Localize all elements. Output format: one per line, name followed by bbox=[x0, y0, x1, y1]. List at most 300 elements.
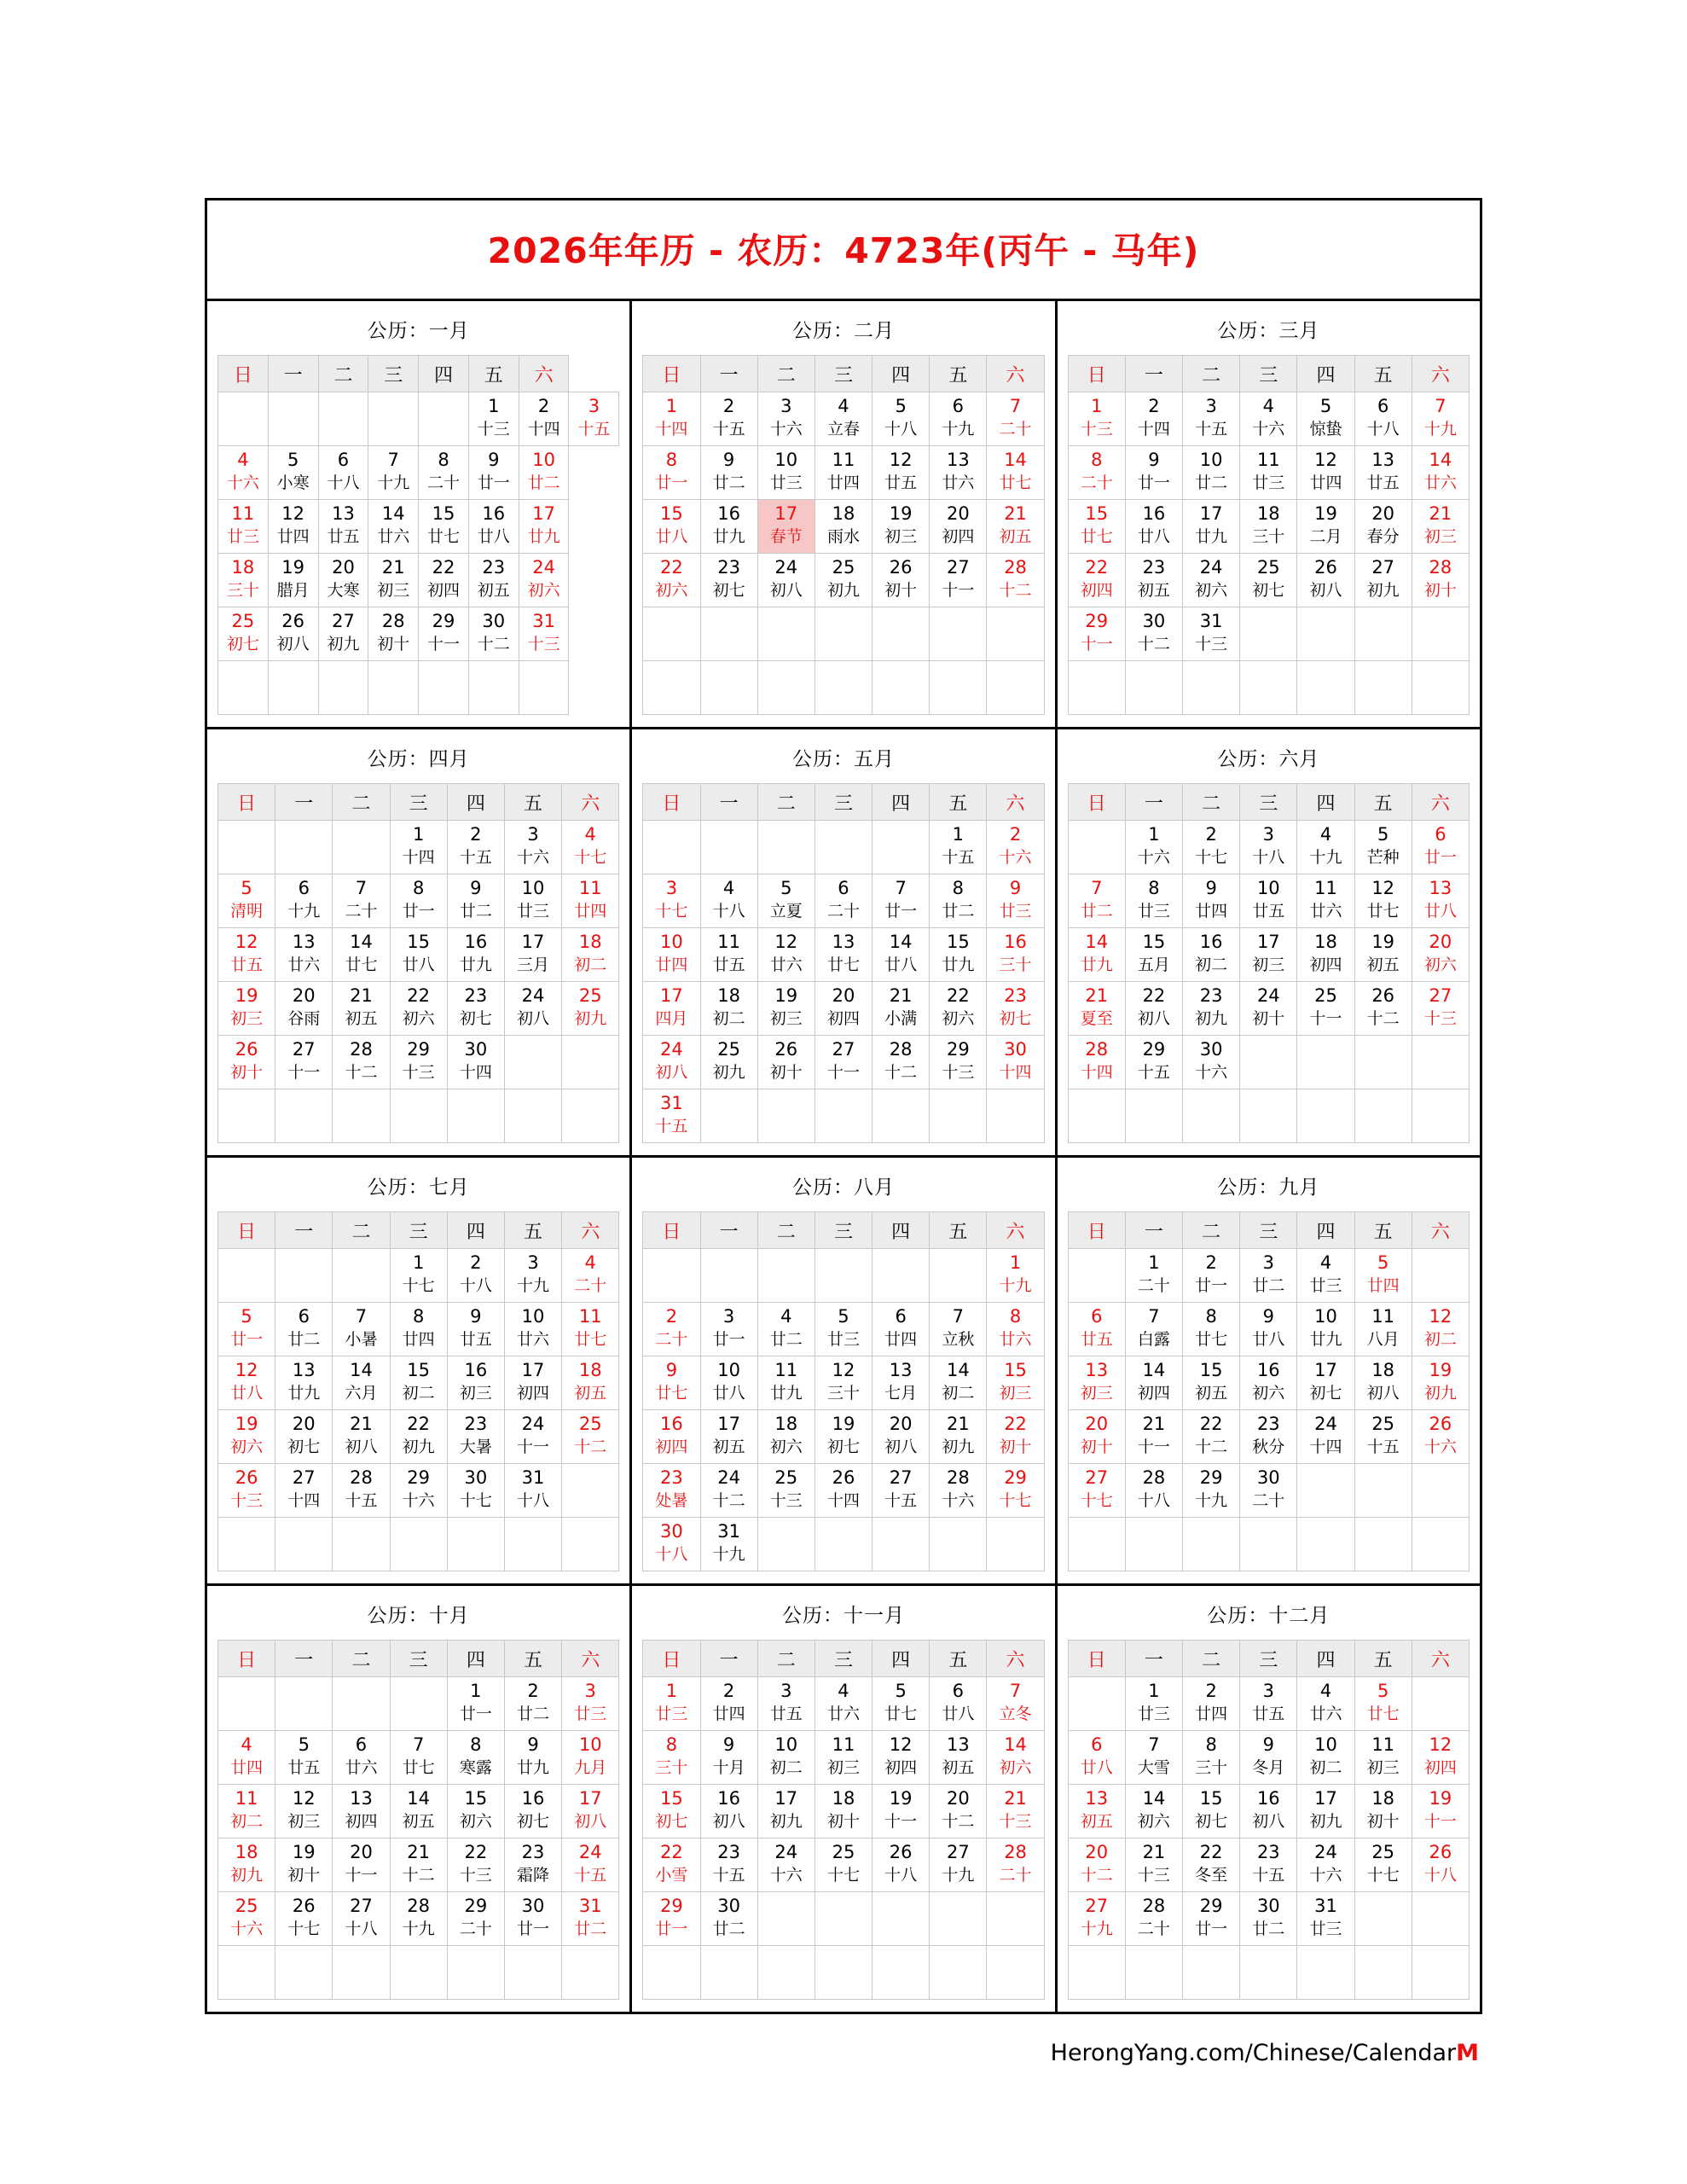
day-cell[interactable] bbox=[643, 446, 700, 500]
day-cell[interactable] bbox=[569, 392, 619, 446]
day-cell[interactable] bbox=[519, 392, 569, 446]
day-cell[interactable] bbox=[268, 446, 318, 500]
day-cell[interactable] bbox=[930, 982, 987, 1036]
day-cell[interactable] bbox=[872, 1464, 930, 1518]
day-cell[interactable] bbox=[1125, 500, 1182, 554]
day-cell[interactable] bbox=[1354, 446, 1412, 500]
day-cell[interactable] bbox=[333, 928, 390, 982]
day-cell[interactable] bbox=[333, 1410, 390, 1464]
day-cell[interactable] bbox=[390, 1785, 447, 1838]
day-cell[interactable] bbox=[700, 1785, 757, 1838]
day-cell[interactable] bbox=[447, 928, 504, 982]
day-cell[interactable] bbox=[987, 1785, 1044, 1838]
day-cell[interactable] bbox=[318, 607, 368, 661]
day-cell[interactable] bbox=[1412, 1838, 1469, 1892]
day-cell[interactable] bbox=[447, 1838, 504, 1892]
day-cell[interactable] bbox=[1354, 500, 1412, 554]
day-cell[interactable] bbox=[1125, 1410, 1182, 1464]
day-cell[interactable] bbox=[1412, 1410, 1469, 1464]
day-cell[interactable] bbox=[815, 554, 872, 607]
day-cell[interactable] bbox=[1068, 1303, 1125, 1356]
day-cell[interactable] bbox=[333, 874, 390, 928]
day-cell[interactable] bbox=[390, 1356, 447, 1410]
day-cell[interactable] bbox=[757, 446, 815, 500]
day-cell[interactable] bbox=[930, 1731, 987, 1785]
day-cell[interactable] bbox=[519, 554, 569, 607]
day-cell[interactable] bbox=[368, 446, 419, 500]
day-cell[interactable] bbox=[700, 928, 757, 982]
day-cell[interactable] bbox=[1240, 446, 1297, 500]
day-cell[interactable] bbox=[1297, 1838, 1354, 1892]
day-cell[interactable] bbox=[504, 1303, 561, 1356]
day-cell[interactable] bbox=[1125, 392, 1182, 446]
day-cell[interactable] bbox=[1240, 1838, 1297, 1892]
day-cell[interactable] bbox=[468, 446, 519, 500]
day-cell[interactable] bbox=[1297, 874, 1354, 928]
day-cell[interactable] bbox=[1354, 874, 1412, 928]
day-cell[interactable] bbox=[1068, 874, 1125, 928]
day-cell[interactable] bbox=[987, 1036, 1044, 1089]
day-cell[interactable] bbox=[218, 554, 269, 607]
day-cell[interactable] bbox=[1354, 821, 1412, 874]
day-cell[interactable] bbox=[447, 1785, 504, 1838]
day-cell[interactable] bbox=[757, 928, 815, 982]
day-cell[interactable] bbox=[1412, 554, 1469, 607]
day-cell[interactable] bbox=[1183, 500, 1240, 554]
day-cell[interactable] bbox=[1412, 928, 1469, 982]
day-cell[interactable] bbox=[218, 874, 275, 928]
day-cell[interactable] bbox=[275, 1731, 333, 1785]
day-cell[interactable] bbox=[419, 607, 469, 661]
day-cell[interactable] bbox=[872, 928, 930, 982]
day-cell[interactable] bbox=[1297, 1303, 1354, 1356]
day-cell[interactable] bbox=[872, 1303, 930, 1356]
day-cell[interactable] bbox=[504, 1838, 561, 1892]
day-cell[interactable] bbox=[218, 1892, 275, 1946]
day-cell[interactable] bbox=[815, 1731, 872, 1785]
day-cell[interactable] bbox=[1412, 982, 1469, 1036]
day-cell[interactable] bbox=[333, 1785, 390, 1838]
day-cell[interactable] bbox=[643, 392, 700, 446]
day-cell[interactable] bbox=[1240, 821, 1297, 874]
day-cell[interactable] bbox=[1183, 1410, 1240, 1464]
day-cell[interactable] bbox=[218, 446, 269, 500]
day-cell[interactable] bbox=[872, 446, 930, 500]
day-cell[interactable] bbox=[504, 1731, 561, 1785]
day-cell[interactable] bbox=[815, 1036, 872, 1089]
day-cell[interactable] bbox=[1125, 1356, 1182, 1410]
day-cell[interactable] bbox=[1125, 1838, 1182, 1892]
day-cell[interactable] bbox=[1412, 1731, 1469, 1785]
day-cell[interactable] bbox=[1240, 1356, 1297, 1410]
day-cell[interactable] bbox=[390, 1731, 447, 1785]
day-cell[interactable] bbox=[757, 1731, 815, 1785]
day-cell[interactable] bbox=[872, 874, 930, 928]
day-cell[interactable] bbox=[930, 1410, 987, 1464]
day-cell[interactable] bbox=[872, 500, 930, 554]
day-cell[interactable] bbox=[1125, 874, 1182, 928]
day-cell[interactable] bbox=[757, 1677, 815, 1731]
day-cell[interactable] bbox=[419, 446, 469, 500]
day-cell[interactable] bbox=[987, 1677, 1044, 1731]
day-cell[interactable] bbox=[447, 1731, 504, 1785]
day-cell[interactable] bbox=[1354, 1303, 1412, 1356]
day-cell[interactable] bbox=[700, 1838, 757, 1892]
day-cell[interactable] bbox=[1354, 1785, 1412, 1838]
day-cell[interactable] bbox=[700, 1303, 757, 1356]
day-cell[interactable] bbox=[447, 1356, 504, 1410]
day-cell[interactable] bbox=[519, 607, 569, 661]
day-cell[interactable] bbox=[930, 446, 987, 500]
day-cell[interactable] bbox=[1240, 1303, 1297, 1356]
day-cell[interactable] bbox=[275, 1303, 333, 1356]
day-cell[interactable] bbox=[275, 1838, 333, 1892]
day-cell[interactable] bbox=[1412, 1303, 1469, 1356]
day-cell[interactable] bbox=[275, 1410, 333, 1464]
day-cell[interactable] bbox=[1354, 392, 1412, 446]
day-cell[interactable] bbox=[930, 1838, 987, 1892]
day-cell[interactable] bbox=[1183, 821, 1240, 874]
day-cell[interactable] bbox=[504, 1892, 561, 1946]
day-cell[interactable] bbox=[700, 1892, 757, 1946]
day-cell[interactable] bbox=[872, 1410, 930, 1464]
day-cell[interactable] bbox=[390, 821, 447, 874]
day-cell[interactable] bbox=[447, 1677, 504, 1731]
day-cell[interactable] bbox=[987, 982, 1044, 1036]
day-cell[interactable] bbox=[930, 1677, 987, 1731]
day-cell[interactable] bbox=[872, 1731, 930, 1785]
day-cell[interactable] bbox=[275, 1464, 333, 1518]
day-cell[interactable] bbox=[1125, 446, 1182, 500]
day-cell[interactable] bbox=[1240, 874, 1297, 928]
day-cell[interactable] bbox=[1183, 607, 1240, 661]
day-cell[interactable] bbox=[987, 1249, 1044, 1303]
day-cell[interactable] bbox=[757, 982, 815, 1036]
day-cell[interactable] bbox=[390, 1249, 447, 1303]
day-cell[interactable] bbox=[700, 500, 757, 554]
day-cell[interactable] bbox=[333, 1036, 390, 1089]
day-cell[interactable] bbox=[930, 1356, 987, 1410]
day-cell[interactable] bbox=[1297, 1356, 1354, 1410]
day-cell[interactable] bbox=[700, 1677, 757, 1731]
day-cell[interactable] bbox=[987, 1410, 1044, 1464]
day-cell[interactable] bbox=[1412, 500, 1469, 554]
day-cell[interactable] bbox=[218, 1303, 275, 1356]
day-cell[interactable] bbox=[1240, 1892, 1297, 1946]
day-cell[interactable] bbox=[1183, 554, 1240, 607]
day-cell[interactable] bbox=[815, 392, 872, 446]
day-cell[interactable] bbox=[1412, 392, 1469, 446]
day-cell[interactable] bbox=[643, 1677, 700, 1731]
day-cell[interactable] bbox=[218, 1410, 275, 1464]
day-cell[interactable] bbox=[447, 1464, 504, 1518]
day-cell[interactable] bbox=[757, 1356, 815, 1410]
day-cell[interactable] bbox=[1354, 1677, 1412, 1731]
day-cell[interactable] bbox=[643, 500, 700, 554]
day-cell[interactable] bbox=[390, 1036, 447, 1089]
day-cell[interactable] bbox=[1183, 1303, 1240, 1356]
day-cell[interactable] bbox=[468, 392, 519, 446]
day-cell[interactable] bbox=[700, 1356, 757, 1410]
day-cell[interactable] bbox=[447, 982, 504, 1036]
day-cell[interactable] bbox=[700, 1731, 757, 1785]
day-cell[interactable] bbox=[218, 1036, 275, 1089]
day-cell[interactable] bbox=[390, 928, 447, 982]
day-cell[interactable] bbox=[643, 554, 700, 607]
day-cell[interactable] bbox=[1125, 928, 1182, 982]
day-cell[interactable] bbox=[218, 607, 269, 661]
day-cell[interactable] bbox=[562, 982, 619, 1036]
day-cell[interactable] bbox=[872, 1838, 930, 1892]
day-cell[interactable] bbox=[1354, 1838, 1412, 1892]
day-cell[interactable] bbox=[1183, 1785, 1240, 1838]
day-cell[interactable] bbox=[1125, 1303, 1182, 1356]
day-cell[interactable] bbox=[643, 1731, 700, 1785]
day-cell[interactable] bbox=[275, 1785, 333, 1838]
day-cell[interactable] bbox=[757, 874, 815, 928]
day-cell[interactable] bbox=[562, 1249, 619, 1303]
day-cell[interactable] bbox=[643, 1892, 700, 1946]
day-cell[interactable] bbox=[1125, 1249, 1182, 1303]
day-cell[interactable] bbox=[333, 1303, 390, 1356]
day-cell[interactable] bbox=[1183, 1838, 1240, 1892]
day-cell[interactable] bbox=[562, 1303, 619, 1356]
day-cell[interactable] bbox=[872, 982, 930, 1036]
day-cell[interactable] bbox=[333, 1838, 390, 1892]
day-cell[interactable] bbox=[1125, 1731, 1182, 1785]
day-cell[interactable] bbox=[815, 1785, 872, 1838]
day-cell[interactable] bbox=[1240, 554, 1297, 607]
day-cell[interactable] bbox=[815, 1303, 872, 1356]
day-cell[interactable] bbox=[1125, 1464, 1182, 1518]
day-cell[interactable] bbox=[447, 821, 504, 874]
day-cell[interactable] bbox=[1068, 607, 1125, 661]
day-cell[interactable] bbox=[700, 554, 757, 607]
day-cell[interactable] bbox=[275, 928, 333, 982]
day-cell[interactable] bbox=[390, 1303, 447, 1356]
day-cell[interactable] bbox=[930, 392, 987, 446]
day-cell[interactable] bbox=[643, 1410, 700, 1464]
day-cell[interactable] bbox=[562, 928, 619, 982]
day-cell[interactable] bbox=[1297, 554, 1354, 607]
day-cell[interactable] bbox=[987, 1731, 1044, 1785]
day-cell[interactable] bbox=[1240, 1464, 1297, 1518]
day-cell[interactable] bbox=[643, 928, 700, 982]
day-cell[interactable] bbox=[562, 1356, 619, 1410]
day-cell[interactable] bbox=[987, 1303, 1044, 1356]
day-cell[interactable] bbox=[1412, 874, 1469, 928]
day-cell[interactable] bbox=[447, 1410, 504, 1464]
day-cell[interactable] bbox=[447, 1249, 504, 1303]
day-cell[interactable] bbox=[447, 1892, 504, 1946]
day-cell[interactable] bbox=[987, 554, 1044, 607]
day-cell[interactable] bbox=[643, 1089, 700, 1143]
day-cell[interactable] bbox=[318, 446, 368, 500]
day-cell[interactable] bbox=[504, 1356, 561, 1410]
day-cell[interactable] bbox=[1412, 446, 1469, 500]
day-cell[interactable] bbox=[700, 982, 757, 1036]
day-cell[interactable] bbox=[757, 1838, 815, 1892]
day-cell[interactable] bbox=[275, 1036, 333, 1089]
day-cell[interactable] bbox=[987, 874, 1044, 928]
day-cell[interactable] bbox=[815, 874, 872, 928]
day-cell[interactable] bbox=[368, 500, 419, 554]
day-cell[interactable] bbox=[390, 982, 447, 1036]
day-cell[interactable] bbox=[333, 1356, 390, 1410]
day-cell[interactable] bbox=[1354, 1249, 1412, 1303]
day-cell[interactable] bbox=[504, 1677, 561, 1731]
day-cell[interactable] bbox=[1068, 446, 1125, 500]
day-cell[interactable] bbox=[1125, 607, 1182, 661]
day-cell[interactable] bbox=[1297, 500, 1354, 554]
day-cell[interactable] bbox=[468, 607, 519, 661]
day-cell[interactable] bbox=[1068, 1036, 1125, 1089]
day-cell[interactable] bbox=[987, 1464, 1044, 1518]
day-cell[interactable] bbox=[1240, 1731, 1297, 1785]
day-cell[interactable] bbox=[390, 1410, 447, 1464]
day-cell[interactable] bbox=[987, 500, 1044, 554]
day-cell[interactable] bbox=[1183, 446, 1240, 500]
day-cell[interactable] bbox=[930, 928, 987, 982]
day-cell[interactable] bbox=[1183, 1731, 1240, 1785]
day-cell[interactable] bbox=[519, 446, 569, 500]
day-cell[interactable] bbox=[815, 1838, 872, 1892]
day-cell[interactable] bbox=[987, 821, 1044, 874]
day-cell[interactable] bbox=[218, 1838, 275, 1892]
day-cell[interactable] bbox=[562, 1410, 619, 1464]
day-cell[interactable] bbox=[1183, 1892, 1240, 1946]
day-cell[interactable] bbox=[1068, 500, 1125, 554]
day-cell[interactable] bbox=[1068, 982, 1125, 1036]
day-cell[interactable] bbox=[643, 1356, 700, 1410]
day-cell[interactable] bbox=[1183, 982, 1240, 1036]
day-cell[interactable] bbox=[268, 607, 318, 661]
day-cell[interactable] bbox=[643, 1518, 700, 1571]
day-cell[interactable] bbox=[1297, 821, 1354, 874]
day-cell[interactable] bbox=[504, 1410, 561, 1464]
day-cell[interactable] bbox=[1412, 1785, 1469, 1838]
day-cell[interactable] bbox=[757, 1410, 815, 1464]
day-cell[interactable] bbox=[700, 874, 757, 928]
day-cell[interactable] bbox=[1240, 928, 1297, 982]
day-cell[interactable] bbox=[218, 1785, 275, 1838]
day-cell[interactable] bbox=[519, 500, 569, 554]
day-cell[interactable] bbox=[218, 1356, 275, 1410]
day-cell[interactable] bbox=[1354, 928, 1412, 982]
day-cell[interactable] bbox=[1240, 982, 1297, 1036]
day-cell[interactable] bbox=[700, 1036, 757, 1089]
day-cell[interactable] bbox=[390, 1464, 447, 1518]
day-cell[interactable] bbox=[1297, 1892, 1354, 1946]
day-cell[interactable] bbox=[1297, 928, 1354, 982]
day-cell[interactable] bbox=[815, 1677, 872, 1731]
day-cell[interactable] bbox=[268, 554, 318, 607]
day-cell[interactable] bbox=[1297, 1785, 1354, 1838]
day-cell[interactable] bbox=[1068, 1356, 1125, 1410]
day-cell[interactable] bbox=[1068, 1785, 1125, 1838]
day-cell[interactable] bbox=[643, 982, 700, 1036]
day-cell[interactable] bbox=[504, 874, 561, 928]
day-cell[interactable] bbox=[368, 607, 419, 661]
day-cell[interactable] bbox=[1183, 1356, 1240, 1410]
day-cell[interactable] bbox=[1240, 500, 1297, 554]
day-cell[interactable] bbox=[275, 874, 333, 928]
day-cell[interactable] bbox=[1183, 1036, 1240, 1089]
day-cell[interactable] bbox=[1183, 874, 1240, 928]
day-cell[interactable] bbox=[275, 1356, 333, 1410]
day-cell[interactable] bbox=[504, 1249, 561, 1303]
day-cell[interactable] bbox=[562, 1785, 619, 1838]
day-cell[interactable] bbox=[930, 1785, 987, 1838]
day-cell[interactable] bbox=[1354, 1731, 1412, 1785]
day-cell[interactable] bbox=[333, 1731, 390, 1785]
day-cell[interactable] bbox=[815, 928, 872, 982]
day-cell[interactable] bbox=[1354, 982, 1412, 1036]
day-cell[interactable] bbox=[218, 928, 275, 982]
day-cell[interactable] bbox=[562, 821, 619, 874]
day-cell[interactable] bbox=[700, 1518, 757, 1571]
day-cell[interactable] bbox=[930, 1303, 987, 1356]
day-cell[interactable] bbox=[419, 500, 469, 554]
day-cell[interactable] bbox=[643, 1036, 700, 1089]
day-cell[interactable] bbox=[562, 1838, 619, 1892]
day-cell[interactable] bbox=[930, 874, 987, 928]
day-cell[interactable] bbox=[1297, 1677, 1354, 1731]
day-cell[interactable] bbox=[1125, 1036, 1182, 1089]
day-cell[interactable] bbox=[757, 500, 815, 554]
day-cell[interactable] bbox=[447, 1036, 504, 1089]
day-cell[interactable] bbox=[872, 392, 930, 446]
day-cell[interactable] bbox=[318, 500, 368, 554]
day-cell[interactable] bbox=[468, 500, 519, 554]
day-cell[interactable] bbox=[419, 554, 469, 607]
day-cell[interactable] bbox=[872, 1677, 930, 1731]
day-cell[interactable] bbox=[1183, 1249, 1240, 1303]
day-cell[interactable] bbox=[815, 500, 872, 554]
day-cell[interactable] bbox=[1183, 1677, 1240, 1731]
day-cell[interactable] bbox=[1068, 1731, 1125, 1785]
day-cell[interactable] bbox=[504, 1464, 561, 1518]
day-cell[interactable] bbox=[368, 554, 419, 607]
day-cell[interactable] bbox=[1068, 928, 1125, 982]
day-cell[interactable] bbox=[643, 874, 700, 928]
day-cell[interactable] bbox=[757, 1464, 815, 1518]
day-cell[interactable] bbox=[1240, 1249, 1297, 1303]
day-cell[interactable] bbox=[872, 1356, 930, 1410]
day-cell[interactable] bbox=[1297, 1249, 1354, 1303]
day-cell[interactable] bbox=[1297, 982, 1354, 1036]
day-cell[interactable] bbox=[1240, 1785, 1297, 1838]
day-cell[interactable] bbox=[1125, 1785, 1182, 1838]
day-cell[interactable] bbox=[1240, 1677, 1297, 1731]
day-cell[interactable] bbox=[1068, 1410, 1125, 1464]
day-cell[interactable] bbox=[1297, 392, 1354, 446]
day-cell[interactable] bbox=[447, 1303, 504, 1356]
day-cell[interactable] bbox=[562, 874, 619, 928]
day-cell[interactable] bbox=[700, 1410, 757, 1464]
day-cell[interactable] bbox=[930, 1464, 987, 1518]
day-cell[interactable] bbox=[930, 1036, 987, 1089]
day-cell[interactable] bbox=[987, 446, 1044, 500]
day-cell[interactable] bbox=[930, 821, 987, 874]
day-cell[interactable] bbox=[987, 1838, 1044, 1892]
day-cell[interactable] bbox=[757, 1303, 815, 1356]
day-cell[interactable] bbox=[504, 928, 561, 982]
day-cell[interactable] bbox=[504, 821, 561, 874]
day-cell[interactable] bbox=[1354, 1356, 1412, 1410]
day-cell[interactable] bbox=[447, 874, 504, 928]
day-cell[interactable] bbox=[218, 982, 275, 1036]
